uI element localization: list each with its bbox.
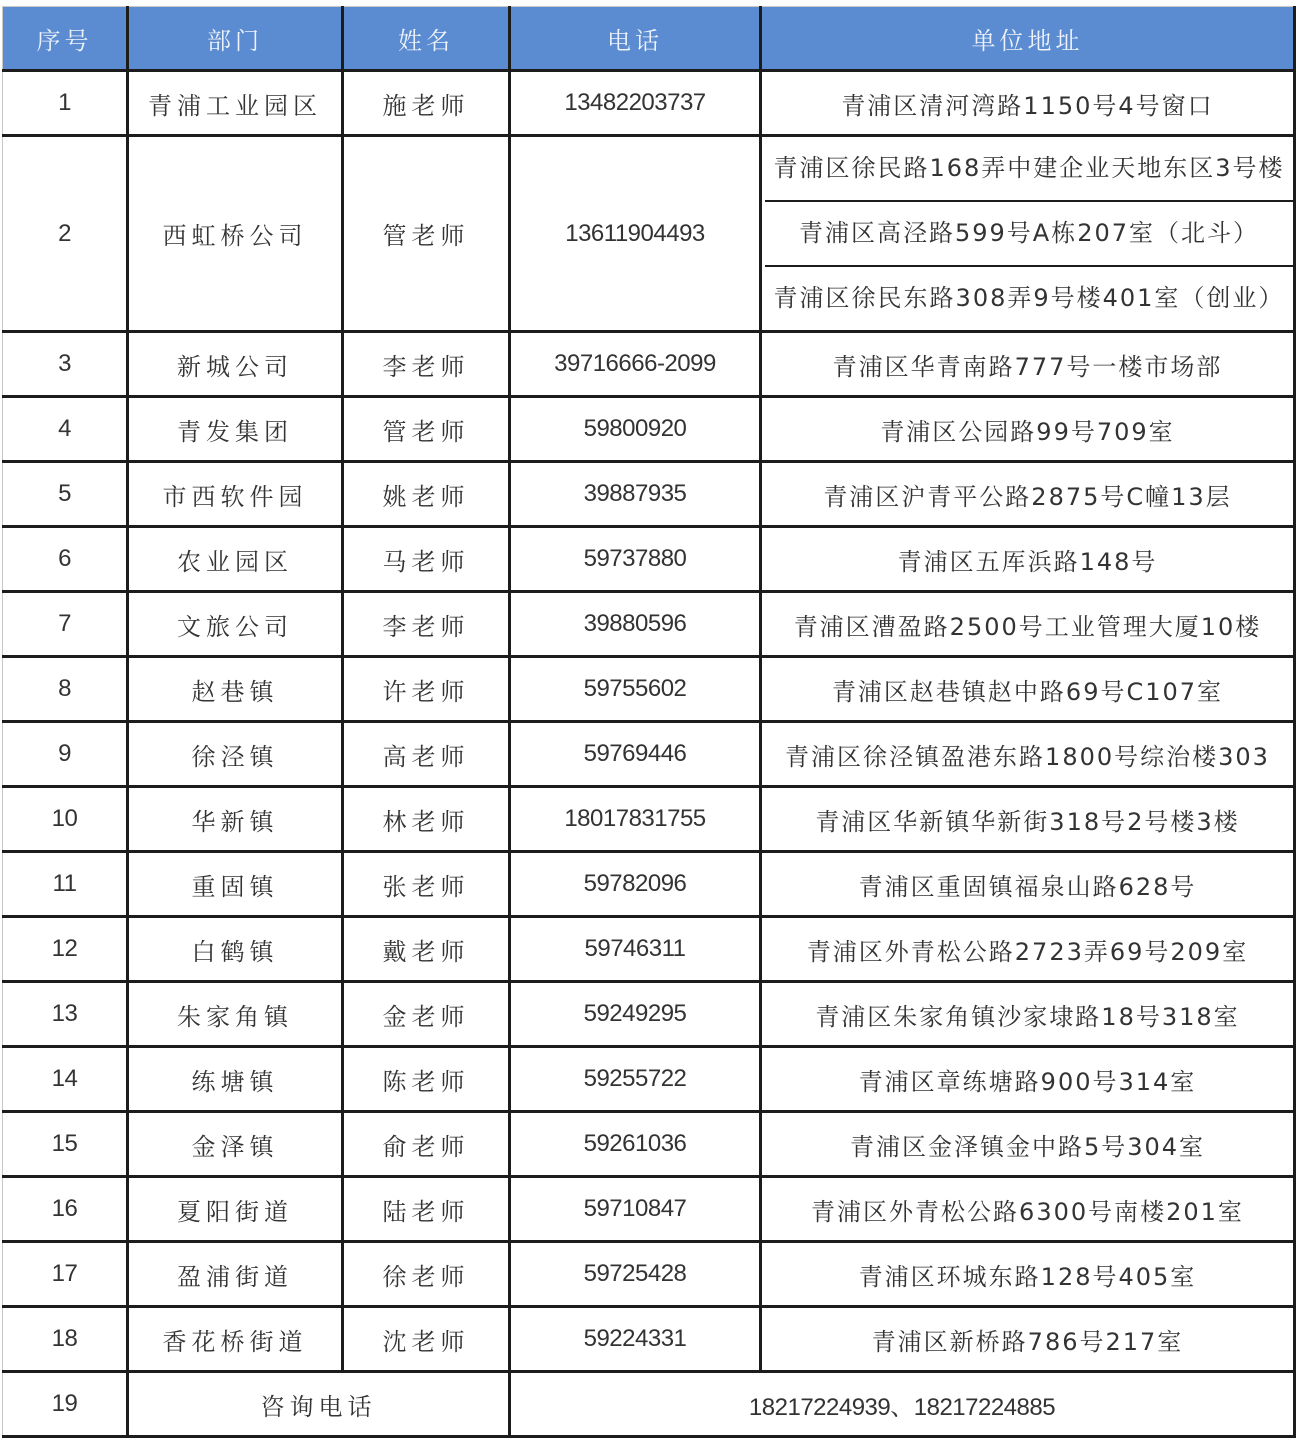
row-no: 18: [3, 1307, 128, 1372]
row-dept: 赵巷镇: [128, 657, 343, 722]
row-tel: 59261036: [510, 1112, 761, 1177]
row-no: 3: [3, 332, 128, 397]
row-tel: 39880596: [510, 592, 761, 657]
row-name: 李老师: [343, 592, 510, 657]
row-addr: 青浦区环城东路128号405室: [761, 1242, 1295, 1307]
row-dept: 西虹桥公司: [128, 136, 343, 332]
row-tel: 59255722: [510, 1047, 761, 1112]
table-row: [3, 787, 1295, 852]
row-addr: 青浦区朱家角镇沙家埭路18号318室: [761, 982, 1295, 1047]
row-name: 徐老师: [343, 1242, 510, 1307]
contact-table-sheet: [2, 6, 1294, 1438]
row-tel: 59249295: [510, 982, 761, 1047]
row-dept: 夏阳街道: [128, 1177, 343, 1242]
row-tel: 59710847: [510, 1177, 761, 1242]
header-tel: 电话: [510, 7, 761, 71]
row-name: 李老师: [343, 332, 510, 397]
row-tel: 13611904493: [510, 136, 761, 332]
table-row: [3, 982, 1295, 1047]
table-row: [3, 1177, 1295, 1242]
row-addr: 青浦区华新镇华新街318号2号楼3楼: [761, 787, 1295, 852]
row-name: 金老师: [343, 982, 510, 1047]
row-dept: 新城公司: [128, 332, 343, 397]
row-no: 2: [3, 136, 128, 332]
row-no: 10: [3, 787, 128, 852]
footer-no: 19: [3, 1372, 128, 1437]
row-dept: 盈浦街道: [128, 1242, 343, 1307]
row-tel: 59224331: [510, 1307, 761, 1372]
table-row: [3, 1112, 1295, 1177]
row-no: 7: [3, 592, 128, 657]
table-row: [3, 1242, 1295, 1307]
row-dept: 朱家角镇: [128, 982, 343, 1047]
row-no: 17: [3, 1242, 128, 1307]
row-addr-multi: [761, 136, 1295, 332]
row-dept: 重固镇: [128, 852, 343, 917]
row-addr: 青浦区清河湾路1150号4号窗口: [761, 71, 1295, 136]
sub-address: 青浦区徐民东路308弄9号楼401室（创业）: [773, 284, 1285, 312]
row-dept: 农业园区: [128, 527, 343, 592]
table-row: [3, 527, 1295, 592]
row-no: 12: [3, 917, 128, 982]
row-no: 5: [3, 462, 128, 527]
footer-phones: 18217224939、18217224885: [510, 1372, 1295, 1437]
row-no: 4: [3, 397, 128, 462]
table-row: [3, 462, 1295, 527]
row-name: 姚老师: [343, 462, 510, 527]
row-addr: 青浦区沪青平公路2875号C幢13层: [761, 462, 1295, 527]
row-name: 戴老师: [343, 917, 510, 982]
row-name: 施老师: [343, 71, 510, 136]
row-addr: 青浦区华青南路777号一楼市场部: [761, 332, 1295, 397]
table-row: [3, 1307, 1295, 1372]
row-addr: 青浦区外青松公路6300号南楼201室: [761, 1177, 1295, 1242]
row-dept: 文旅公司: [128, 592, 343, 657]
row-name: 管老师: [343, 136, 510, 332]
row-tel: 59746311: [510, 917, 761, 982]
table-row: [3, 852, 1295, 917]
sub-address: 青浦区高泾路599号A栋207室（北斗）: [765, 202, 1293, 267]
row-dept: 青浦工业园区: [128, 71, 343, 136]
row-tel: 59725428: [510, 1242, 761, 1307]
table-row: [3, 1047, 1295, 1112]
row-tel: 18017831755: [510, 787, 761, 852]
row-no: 15: [3, 1112, 128, 1177]
row-name: 高老师: [343, 722, 510, 787]
row-name: 沈老师: [343, 1307, 510, 1372]
row-no: 9: [3, 722, 128, 787]
row-tel: 39887935: [510, 462, 761, 527]
row-tel: 59782096: [510, 852, 761, 917]
row-addr: 青浦区赵巷镇赵中路69号C107室: [761, 657, 1295, 722]
row-dept: 青发集团: [128, 397, 343, 462]
row-name: 许老师: [343, 657, 510, 722]
row-name: 林老师: [343, 787, 510, 852]
row-addr: 青浦区重固镇福泉山路628号: [761, 852, 1295, 917]
row-name: 俞老师: [343, 1112, 510, 1177]
row-tel: 13482203737: [510, 71, 761, 136]
row-addr: 青浦区金泽镇金中路5号304室: [761, 1112, 1295, 1177]
row-name: 管老师: [343, 397, 510, 462]
header-dept: 部门: [128, 7, 343, 71]
row-dept: 练塘镇: [128, 1047, 343, 1112]
table-row: [3, 592, 1295, 657]
row-addr: 青浦区章练塘路900号314室: [761, 1047, 1295, 1112]
row-addr: 青浦区漕盈路2500号工业管理大厦10楼: [761, 592, 1295, 657]
row-addr: 青浦区五厍浜路148号: [761, 527, 1295, 592]
row-name: 陈老师: [343, 1047, 510, 1112]
table-row: [3, 917, 1295, 982]
header-no: 序号: [3, 7, 128, 71]
row-tel: 39716666-2099: [510, 332, 761, 397]
row-tel: 59800920: [510, 397, 761, 462]
row-addr: 青浦区外青松公路2723弄69号209室: [761, 917, 1295, 982]
contact-table: [2, 6, 1296, 1438]
table-row: [3, 722, 1295, 787]
row-no: 1: [3, 71, 128, 136]
row-dept: 白鹤镇: [128, 917, 343, 982]
row-dept: 徐泾镇: [128, 722, 343, 787]
row-no: 6: [3, 527, 128, 592]
table-row: [3, 136, 1295, 332]
row-tel: 59769446: [510, 722, 761, 787]
row-dept: 金泽镇: [128, 1112, 343, 1177]
row-no: 16: [3, 1177, 128, 1242]
row-name: 马老师: [343, 527, 510, 592]
row-addr: 青浦区公园路99号709室: [761, 397, 1295, 462]
sub-address: 青浦区徐民路168弄中建企业天地东区3号楼: [765, 137, 1293, 202]
row-dept: 市西软件园: [128, 462, 343, 527]
row-no: 13: [3, 982, 128, 1047]
table-row: [3, 657, 1295, 722]
row-dept: 香花桥街道: [128, 1307, 343, 1372]
table-header-row: [3, 7, 1295, 71]
table-row: [3, 332, 1295, 397]
row-tel: 59737880: [510, 527, 761, 592]
table-row: [3, 397, 1295, 462]
row-no: 14: [3, 1047, 128, 1112]
row-dept: 华新镇: [128, 787, 343, 852]
row-no: 8: [3, 657, 128, 722]
header-addr: 单位地址: [761, 7, 1295, 71]
row-tel: 59755602: [510, 657, 761, 722]
footer-label: 咨询电话: [128, 1372, 510, 1437]
row-no: 11: [3, 852, 128, 917]
row-addr: 青浦区新桥路786号217室: [761, 1307, 1295, 1372]
table-row: [3, 71, 1295, 136]
table-footer-row: [3, 1372, 1295, 1437]
row-name: 张老师: [343, 852, 510, 917]
header-name: 姓名: [343, 7, 510, 71]
row-addr: 青浦区徐泾镇盈港东路1800号综治楼303: [761, 722, 1295, 787]
row-name: 陆老师: [343, 1177, 510, 1242]
